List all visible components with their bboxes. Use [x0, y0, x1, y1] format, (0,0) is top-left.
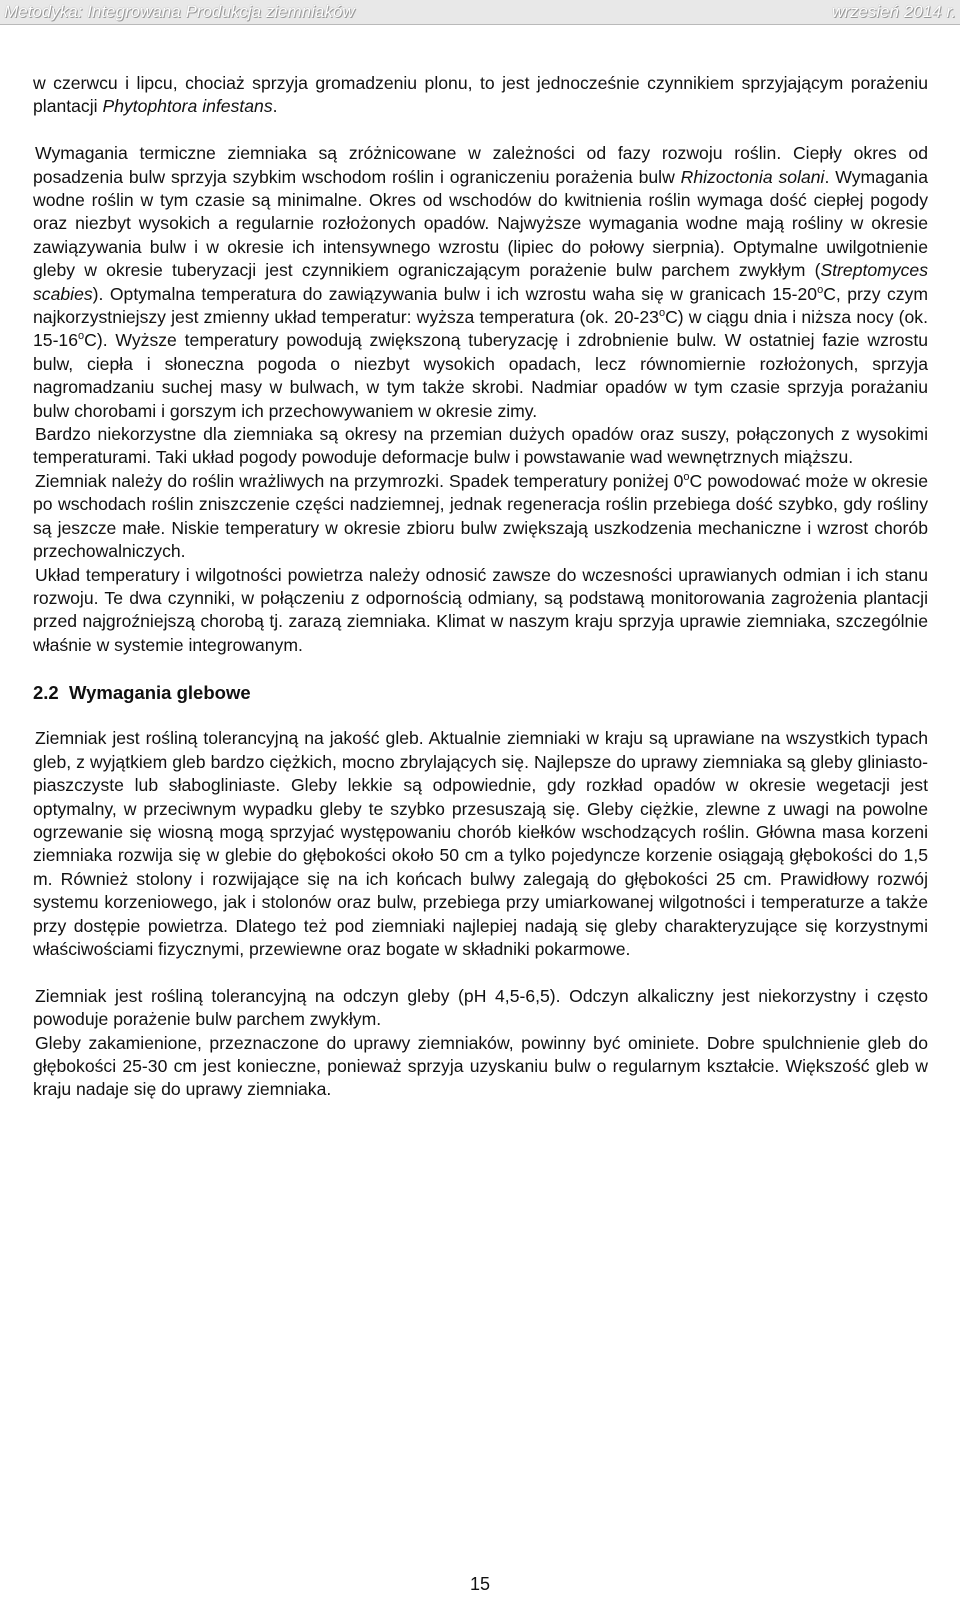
paragraph-1: [33, 72, 928, 119]
degree-sup: o: [683, 471, 690, 484]
paragraph-5: Układ temperatury i wilgotności powietrza należy odnosić zawsze do wczesności uprawianych odmian i ich stanu rozwoju. Te dwa czynniki, w połączeniu z odpornością odmiany, są podstawą monitorowania zagrożenia plantacji przed najgroźniejszą chorobą tj. zarazą ziemniaka. Klimat w naszym kraju sprzyja uprawie ziemniaka, szczególnie właśnie w systemie integrowanym.: [33, 564, 928, 655]
species-name: Phytophtora infestans: [102, 96, 273, 117]
degree-sup: o: [817, 283, 824, 296]
text-run: . Wymagania wodne roślin w tym czasie są minimalne. Okres od wschodów do kwitnienia roślin wymaga dość ciepłej pogody oraz niezbyt wysokich a regularnie rozłożonych opadów. Najwyższe wymagania wodne mają rośliny w okresie zawiązywania bulw i w okresie ich intensywnego wzrostu (lipiec do połowy sierpnia). Optymalne uwilgotnienie gleby w okresie tuberyzacji jest czynnikiem ograniczającym porażenie bulw parchem zwykłym (: [33, 166, 928, 281]
paragraph-6: Ziemniak jest rośliną tolerancyjną na jakość gleb. Aktualnie ziemniaki w kraju są uprawiane na wszystkich typach gleb, z wyjątkiem gleb bardzo ciężkich, mocno zbrylających się. Najlepsze do uprawy ziemniaka są gleby gliniasto-piaszczyste lub słabogliniaste. Gleby lekkie są odpowiednie, gdy rozkład opadów w okresie wegetacji jest optymalny, w przeciwnym wypadku gleby te szybko przesuszają się. Gleby ciężkie, zlewne z uwagi na powolne ogrzewanie się wiosną mogą sprzyjać występowaniu chorób kiełków wschodzących roślin. Główna masa korzeni ziemniaka rozwija się w glebie do głębokości około 50 cm a tylko pojedyncze korzenie osiągają głębokości do 1,5 m. Również stolony i rozwijające się na ich końcach bulwy zalegają do głębokości 25 cm. Prawidłowy rozwój systemu korzeniowego, jak i stolonów oraz bulw, przebiega przy umiarkowanej wilgotności i temperaturze a także przy dostępie powietrza. Dlatego też pod ziemniaki najlepiej nadają się gleby charakteryzujące się korzystnymi właściwościami fizycznymi, przewiewne oraz bogate w składniki pokarmowe.: [33, 728, 928, 959]
header-date: wrzesień 2014 r.: [831, 2, 956, 21]
running-header: [0, 0, 960, 25]
species-name: Rhizoctonia solani: [680, 166, 825, 187]
paragraph-gap: [33, 657, 928, 680]
text-run: C, przy czym najkorzystniejszy jest zmienny układ temperatur: wyższa temperatura (ok. 20-23: [33, 283, 929, 328]
paragraph-gap: [33, 119, 928, 142]
paragraph-3: Bardzo niekorzystne dla ziemniaka są okresy na przemian dużych opadów oraz suszy, połączonych z wysokimi temperaturami. Taki układ pogody powoduje deformacje bulw i powstawanie wad wewnętrznych miąższu.: [33, 424, 928, 468]
paragraph-8: Gleby zakamienione, przeznaczone do uprawy ziemniaków, powinny być ominiete. Dobre spulchnienie gleb do głębokości 25-30 cm jest konieczne, ponieważ sprzyja uzyskaniu bulw o regularnym kształcie. Większość gleb w kraju nadaje się do uprawy ziemniaka.: [33, 1032, 928, 1100]
page-body: [33, 72, 928, 1102]
text-run: Ziemniak należy do roślin wrażliwych na przymrozki. Spadek temperatury poniżej 0: [35, 470, 684, 491]
paragraph-2: [33, 142, 928, 423]
text-run: w czerwcu i lipcu, chociaż sprzyja gromadzeniu plonu, to jest jednocześnie czynnikiem sprzyjającym porażeniu plantacji: [33, 73, 928, 117]
paragraph-7: Ziemniak jest rośliną tolerancyjną na odczyn gleby (pH 4,5-6,5). Odczyn alkaliczny jest niekorzystny i często powoduje porażenie bulw parchem zwykłym.: [33, 985, 928, 1030]
degree-sup: o: [658, 307, 666, 320]
text-run: .: [272, 96, 278, 117]
paragraph-gap: [33, 961, 928, 984]
header-title: Metodyka: Integrowana Produkcja ziemniaków: [4, 2, 355, 21]
text-run: C). Wyższe temperatury powodują zwiększoną tuberyzację i zdrobnienie bulw. W ostatniej fazie wzrostu bulw, ciepła i słoneczna pogoda o niezbyt wysokich opadach, lecz równomiernie rozłożonych, sprzyja nagromadzaniu suchej masy w bulwach, w tym także skrobi. Nadmiar opadów w tym czasie sprzyja porażaniu bulw chorobami i gorszym ich przechowywaniem w okresie zimy.: [33, 330, 928, 421]
paragraph-4: [33, 470, 928, 564]
section-heading: 2.2 Wymagania glebowe: [33, 681, 251, 703]
page-number: 15: [469, 1574, 491, 1594]
text-run: C) w ciągu dnia i niższa nocy (ok. 15-16: [33, 307, 928, 351]
degree-sup: o: [78, 330, 85, 343]
text-run: C powodować może w okresie po wschodach roślin zniszczenie części nadziemnej, jednak regeneracja roślin przebiega dość szybko, gdy rośliny są jeszcze małe. Niskie temperatury w okresie zbioru bulw zwiększają uszkodzenia mechaniczne i wzrost chorób przechowalniczych.: [33, 470, 928, 562]
species-name: Streptomyces scabies: [33, 260, 928, 304]
text-run: Wymagania termiczne ziemniaka są zróżnicowane w zależności od fazy rozwoju roślin. Ciepły okres od posadzenia bulw sprzyja szybkim wschodom roślin i ograniczeniu porażenia bulw: [33, 143, 928, 187]
text-run: ). Optymalna temperatura do zawiązywania bulw i ich wzrostu waha się w granicach 15-20: [92, 283, 818, 304]
paragraph-gap: [33, 704, 928, 727]
